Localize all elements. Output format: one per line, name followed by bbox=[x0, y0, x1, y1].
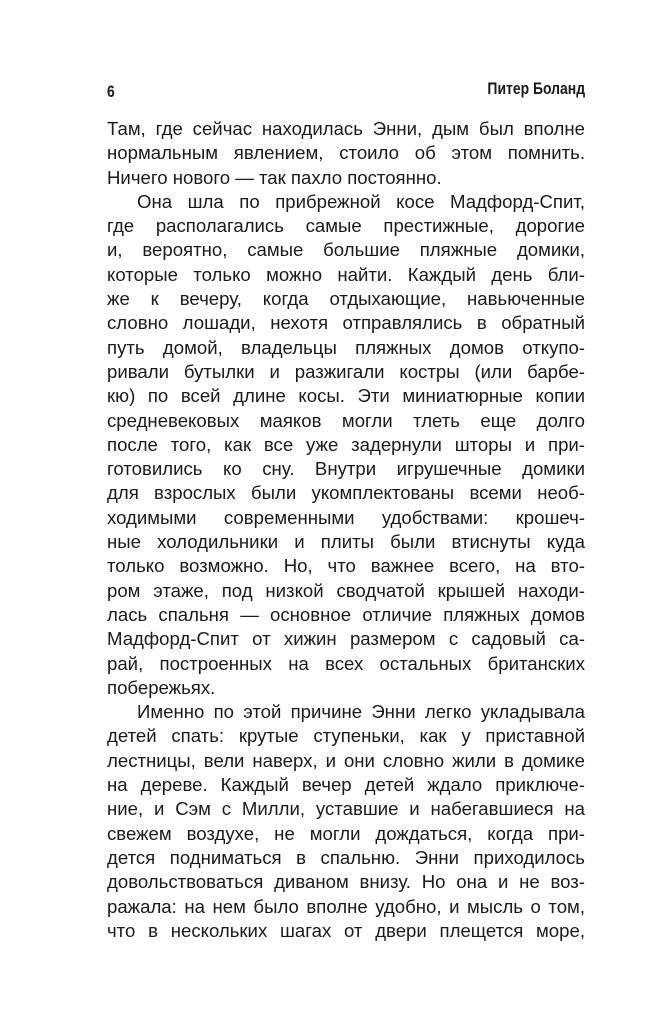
text-line: рай, построенных на всех остальных британских bbox=[107, 652, 585, 674]
text-line: же к вечеру, когда отдыхающие, навьюченные bbox=[107, 288, 585, 310]
text-line: дется подниматься в спальню. Энни приходилось bbox=[107, 846, 585, 868]
text-line: кю) по всей длине косы. Эти миниатюрные копии bbox=[107, 385, 585, 407]
text-line: ром этаже, под низкой сводчатой крышей находи- bbox=[107, 579, 585, 601]
page-number: 6 bbox=[107, 82, 115, 101]
running-head bbox=[107, 78, 585, 104]
text-line: и, вероятно, самые большие пляжные домики, bbox=[107, 239, 585, 261]
text-line: которые только можно найти. Каждый день бли- bbox=[107, 263, 585, 285]
body-text bbox=[107, 117, 585, 943]
text-line: что в нескольких шагах от двери плещется море, bbox=[107, 919, 585, 941]
text-line: ривали бутылки и разжигали костры (или барбе- bbox=[107, 360, 585, 382]
text-line: Ничего нового — так пахло постоянно. bbox=[107, 166, 442, 188]
text-line: детей спать: крутые ступеньки, как у приставной bbox=[107, 725, 585, 747]
text-line: для взрослых были укомплектованы всеми необ- bbox=[107, 482, 585, 504]
text-line: путь домой, владельцы пляжных домов откупо- bbox=[107, 336, 585, 358]
text-line: словно лошади, нехотя отправлялись в обратный bbox=[107, 312, 585, 334]
text-line: Именно по этой причине Энни легко укладывала bbox=[137, 701, 585, 723]
text-line: после того, как все уже задернули шторы и при- bbox=[107, 433, 585, 455]
text-line: ные холодильники и плиты были втиснуты куда bbox=[107, 531, 585, 553]
text-line: Там, где сейчас находилась Энни, дым был вполне bbox=[107, 118, 585, 139]
text-line: побережьях. bbox=[107, 676, 216, 698]
text-line: лестницы, вели наверх, и они словно жили в домике bbox=[107, 749, 585, 771]
text-line: нормальным явлением, стоило об этом помнить. bbox=[107, 142, 585, 164]
text-line: лась спальня — основное отличие пляжных домов bbox=[107, 603, 585, 625]
text-line: ражала: на нем было вполне удобно, и мысль о том, bbox=[107, 895, 585, 917]
text-line: на дереве. Каждый вечер детей ждало приключе- bbox=[107, 774, 585, 796]
book-page bbox=[107, 78, 585, 943]
running-head-author: Питер Боланд bbox=[487, 79, 585, 98]
text-line: ние, и Сэм с Милли, уставшие и набегавшиеся на bbox=[107, 798, 585, 820]
text-line: где располагались самые престижные, дорогие bbox=[107, 215, 585, 237]
text-line: готовились ко сну. Внутри игрушечные домики bbox=[107, 458, 585, 480]
text-line: Мадфорд-Спит от хижин размером с садовый са- bbox=[107, 628, 585, 650]
text-line: Она шла по прибрежной косе Мадфорд-Спит, bbox=[137, 190, 585, 212]
text-line: довольствоваться диваном внизу. Но она и не воз- bbox=[107, 871, 585, 893]
text-line: только возможно. Но, что важнее всего, на вто- bbox=[107, 555, 585, 577]
text-line: ходимыми современными удобствами: крошеч- bbox=[107, 506, 585, 528]
text-line: средневековых маяков могли тлеть еще долго bbox=[107, 409, 585, 431]
text-line: свежем воздухе, не могли дождаться, когда при- bbox=[107, 822, 585, 844]
